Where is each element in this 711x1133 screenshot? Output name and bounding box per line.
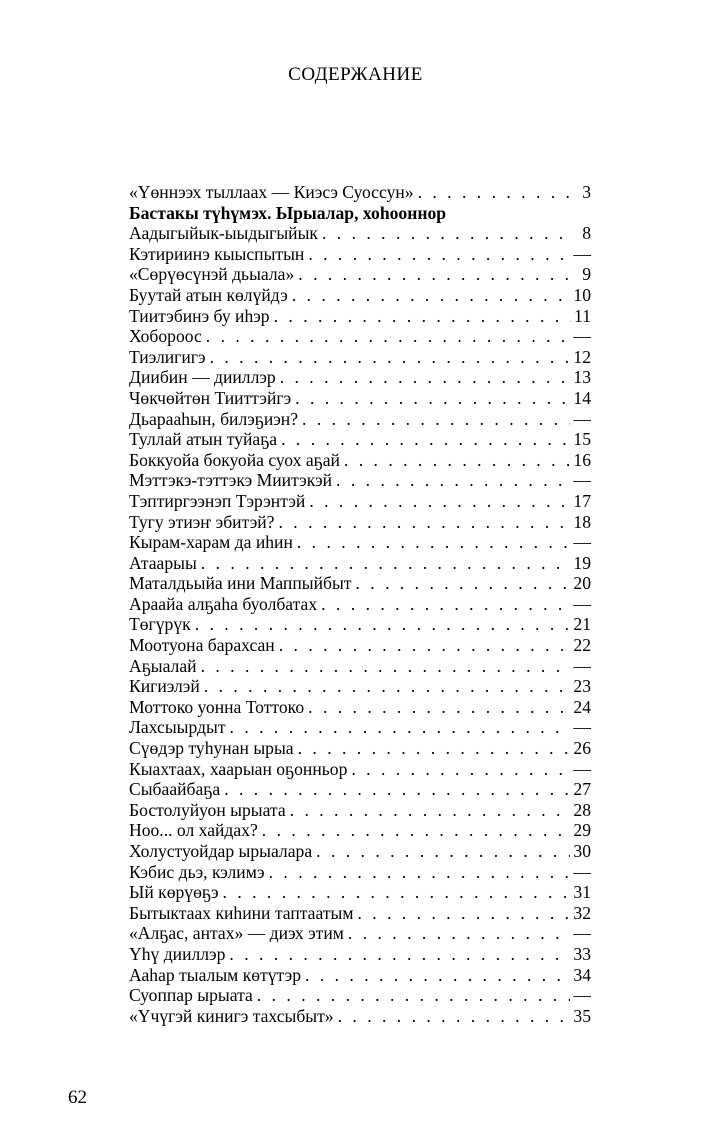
toc-entry-page: — <box>573 923 591 944</box>
toc-entry-title: Моттоко уонна Тоттоко <box>129 696 305 717</box>
toc-entry-page: — <box>573 532 591 553</box>
toc-entry-title: Чөкчөйтөн Тииттэйгэ <box>129 387 292 408</box>
dot-leader <box>201 656 571 677</box>
toc-entry-page: 13 <box>573 367 591 388</box>
toc-entry-page: 19 <box>573 552 591 573</box>
toc-entry <box>129 882 591 903</box>
toc-entry-page: 16 <box>573 449 591 470</box>
dot-leader <box>274 306 571 327</box>
dot-leader <box>229 944 570 965</box>
dot-leader <box>297 532 571 553</box>
toc-entry-title: Кэбис дьэ, кэлимэ <box>129 861 265 882</box>
toc-entry-title: Атаарыы <box>129 552 197 573</box>
toc-entry <box>129 635 591 656</box>
toc-entry <box>129 326 591 347</box>
toc-entry-title: Кыахтаах, хаарыан оҕонньор <box>129 758 348 779</box>
toc-entry-page: 32 <box>573 902 591 923</box>
toc-entry-page: — <box>573 470 591 491</box>
dot-leader <box>281 429 570 450</box>
dot-leader <box>351 759 570 780</box>
toc-entry-page: — <box>573 326 591 347</box>
toc-entry <box>129 244 591 265</box>
toc-entry-page: 34 <box>573 964 591 985</box>
dot-leader <box>298 738 571 759</box>
toc-entry-title: Кэтириинэ кыыспытын <box>129 243 305 264</box>
toc-entry <box>129 429 591 450</box>
toc-entry-page: 29 <box>573 820 591 841</box>
toc-entry-page: — <box>573 717 591 738</box>
dot-leader <box>290 800 571 821</box>
toc-entry-title: Аҕыалай <box>129 655 197 676</box>
dot-leader <box>338 1006 571 1027</box>
toc-entry <box>129 656 591 677</box>
toc-entry <box>129 491 591 512</box>
dot-leader <box>210 347 571 368</box>
toc-entry-page: — <box>573 655 591 676</box>
dot-leader <box>204 676 571 697</box>
toc-entry-title: Диибин — дииллэр <box>129 367 276 388</box>
dot-leader <box>348 923 571 944</box>
toc-entry-page: 17 <box>573 490 591 511</box>
page-title: СОДЕРЖАНИЕ <box>288 64 423 85</box>
toc-entry <box>129 985 591 1006</box>
dot-leader <box>280 367 571 388</box>
toc-entry-page: 15 <box>573 429 591 450</box>
dot-leader <box>230 717 571 738</box>
toc-entry <box>129 614 591 635</box>
dot-leader <box>355 573 570 594</box>
dot-leader <box>305 965 570 986</box>
dot-leader <box>344 450 570 471</box>
toc-entry <box>129 306 591 327</box>
dot-leader <box>262 820 571 841</box>
toc-entry-title: Моотуона барахсан <box>129 635 275 656</box>
toc-entry-title: «Үчүгэй кинигэ тахсыбыт» <box>129 1005 334 1026</box>
toc-entry-page: 22 <box>573 635 591 656</box>
dot-leader <box>302 409 570 430</box>
toc-entry-title: Тиэлигигэ <box>129 346 206 367</box>
toc-entry-page: — <box>573 408 591 429</box>
toc-entry-page: 28 <box>573 799 591 820</box>
toc-entry-title: Араайа алҕаһа буолбатах <box>129 593 318 614</box>
toc-entry <box>129 903 591 924</box>
toc-entry-title: Мэттэкэ-тэттэкэ Миитэкэй <box>129 470 333 491</box>
toc-entry-title: «Үөннээх тыллаах — Киэсэ Суоссун» <box>129 182 414 202</box>
toc-entry-page: — <box>573 985 591 1006</box>
dot-leader <box>308 244 570 265</box>
toc-entry-title: Кигиэлэй <box>129 676 200 697</box>
toc-entry-title: Тэптиргээнэп Тэрэнтэй <box>129 490 306 511</box>
toc-entry <box>129 532 591 553</box>
dot-leader <box>224 779 570 800</box>
toc-entry <box>129 573 591 594</box>
toc-entry <box>129 738 591 759</box>
toc-entry-page: 21 <box>573 614 591 635</box>
toc-entry-page: 35 <box>573 1005 591 1026</box>
toc-entry-page: 30 <box>573 841 591 861</box>
toc-entry-title: Бостолуйуон ырыата <box>129 799 286 820</box>
dot-leader <box>292 285 571 306</box>
toc-entry <box>129 512 591 533</box>
toc-entry-title: Ноо... ол хайдах? <box>129 820 258 841</box>
toc-entry-title: Ый көрүөҕэ <box>129 882 219 903</box>
dot-leader <box>279 635 571 656</box>
toc-entry <box>129 923 591 944</box>
toc-entry <box>129 470 591 491</box>
dot-leader <box>223 882 571 903</box>
toc-entry <box>129 800 591 821</box>
toc-entry-page: 33 <box>573 943 591 964</box>
toc-entry-title: «Алҕас, антах» — диэх этим <box>129 923 344 944</box>
toc-entry-page: 20 <box>573 573 591 594</box>
toc-entry-title: Бастакы түһүмэх. Ырыалар, хоһооннор <box>129 202 447 223</box>
toc-entry-page: 31 <box>573 882 591 903</box>
toc-entry <box>129 697 591 718</box>
dot-leader <box>201 553 571 574</box>
toc-entry <box>129 820 591 841</box>
dot-leader <box>336 470 570 491</box>
toc-entry-title: Ааһар тыалым көтүтэр <box>129 964 301 985</box>
toc-entry <box>129 841 591 862</box>
toc-entry-title: Буутай атын көлүйдэ <box>129 284 288 305</box>
dot-leader <box>316 841 570 862</box>
dot-leader <box>418 182 574 203</box>
toc-entry <box>129 1006 591 1027</box>
toc-entry-title: Маталдьыйа ини Маппыйбыт <box>129 573 352 594</box>
toc-entry-title: Сүөдэр туһунан ырыа <box>129 738 294 759</box>
toc-entry-page: 18 <box>573 511 591 532</box>
toc-entry-page: 14 <box>573 387 591 408</box>
toc-entry <box>129 965 591 986</box>
toc-entry <box>129 717 591 738</box>
toc-entry <box>129 759 591 780</box>
dot-leader <box>295 388 570 409</box>
toc-entry <box>129 779 591 800</box>
toc-section-heading <box>129 203 591 224</box>
toc-entry-title: Тиитэбинэ бу иһэр <box>129 305 270 326</box>
toc-entry <box>129 594 591 615</box>
dot-leader <box>269 862 571 883</box>
toc-entry-title: Аадыгыйык-ыыдыгыйык <box>129 223 318 244</box>
toc-entry-title: Боккуойа бокуойа суох аҕай <box>129 449 340 470</box>
toc-entry <box>129 223 591 244</box>
toc-entry-title: «Сөрүөсүнэй дьыала» <box>129 264 295 285</box>
dot-leader <box>321 594 570 615</box>
toc-entry-page: 24 <box>573 696 591 717</box>
toc-entry-title: Хобороос <box>129 326 202 347</box>
toc-entry-title: Кырам-харам да иһин <box>129 532 293 553</box>
toc-entry-page: — <box>573 758 591 779</box>
toc-entry <box>129 553 591 574</box>
toc-entry <box>129 450 591 471</box>
dot-leader <box>309 491 570 512</box>
toc-entry-page: — <box>573 861 591 882</box>
toc-entry-page: 10 <box>573 284 591 305</box>
table-of-contents <box>129 182 591 1026</box>
toc-entry-title: Сыбаайбаҕа <box>129 779 221 800</box>
toc-entry <box>129 409 591 430</box>
toc-entry <box>129 944 591 965</box>
toc-entry <box>129 862 591 883</box>
toc-entry-page: 23 <box>573 676 591 697</box>
toc-entry <box>129 264 591 285</box>
page-number: 62 <box>68 1087 87 1108</box>
toc-entry-page: 12 <box>573 346 591 367</box>
toc-entry <box>129 182 591 203</box>
toc-entry-page: 27 <box>573 779 591 800</box>
toc-entry-title: Холустуойдар ырыалара <box>129 841 313 861</box>
toc-entry-page: 3 <box>582 182 591 202</box>
toc-entry-title: Төгүрүк <box>129 614 191 635</box>
dot-leader <box>322 223 574 244</box>
toc-entry-page: 9 <box>582 264 591 285</box>
toc-entry <box>129 285 591 306</box>
toc-entry-title: Суоппар ырыата <box>129 985 253 1006</box>
toc-entry <box>129 367 591 388</box>
dot-leader <box>357 903 570 924</box>
toc-entry-title: Туллай атын туйаҕа <box>129 429 278 450</box>
toc-entry-page: 11 <box>574 305 591 326</box>
dot-leader <box>257 985 571 1006</box>
toc-entry-page: — <box>573 243 591 264</box>
toc-entry-page: 26 <box>573 738 591 759</box>
toc-entry-title: Бытыктаах киһини таптаатым <box>129 902 354 923</box>
toc-entry <box>129 388 591 409</box>
dot-leader <box>206 326 571 347</box>
toc-entry-title: Тугу этиэҥ эбитэй? <box>129 511 275 532</box>
dot-leader <box>278 512 570 533</box>
toc-entry-page: 8 <box>582 223 591 244</box>
toc-entry <box>129 676 591 697</box>
toc-entry-title: Үһү дииллэр <box>129 943 226 964</box>
dot-leader <box>195 614 571 635</box>
dot-leader <box>308 697 570 718</box>
toc-entry-title: Лахсыырдыт <box>129 717 226 738</box>
dot-leader <box>298 264 574 285</box>
toc-entry <box>129 347 591 368</box>
toc-entry-title: Дьарааһын, билэҕиэн? <box>129 408 299 429</box>
toc-entry-page: — <box>573 593 591 614</box>
